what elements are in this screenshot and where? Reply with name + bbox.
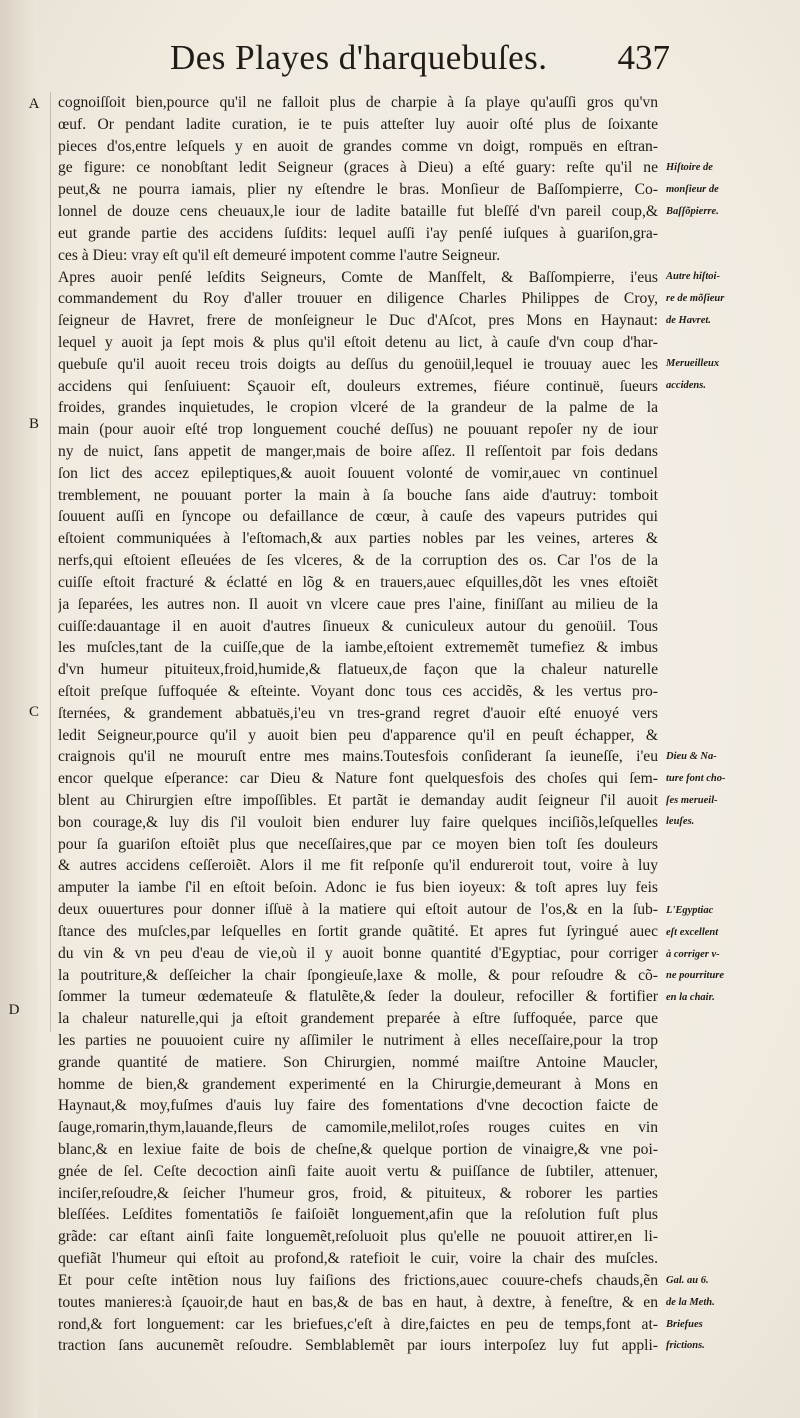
- text-line: du vin & vn peu d'eau de vie,où il y auoit bonne quantité d'Egyptiac, pour corriger: [58, 944, 658, 962]
- text-line: inciſer,reſoudre,& ſeicher l'humeur gros, froid, & pituiteux, & roborer les parties: [58, 1184, 658, 1202]
- text-line: gnée de ſel. Ceſte decoction ainſi faite auoit vertu & puiſſance de ſubtiler, attenuer,: [58, 1162, 658, 1180]
- margin-note-line: Hiſtoire de: [666, 162, 713, 173]
- margin-note-line: en la chair.: [666, 992, 715, 1004]
- text-line: ſternées, & grandement abbatuës,i'eu vn tres-grand regret d'auoir eſté enuoyé vers: [58, 704, 658, 722]
- margin-note-line: Briefues: [666, 1318, 703, 1330]
- margin-note-accidens: [666, 353, 790, 397]
- margin-note-line: re de mõſieur: [666, 292, 725, 304]
- text-line: cuiſſe eſtoit fracturé & éclatté en lõg & en trauers,auec eſquilles,dõt les vnes eſtoiẽt: [58, 573, 658, 591]
- text-line: ſeigneur de Havret, frere de monſeigneur le Duc d'Aſcot, pres Mons en Haynaut:: [58, 312, 658, 330]
- margin-note-havret: [666, 266, 790, 331]
- margin-note-dieu-nature: [666, 746, 790, 833]
- text-line: peut,& ne pourra iamais, plier ny eſtendre le bras. Monſieur de Baſſompierre, Co-: [58, 181, 658, 199]
- main-text-block: [58, 92, 658, 1357]
- text-line: cuiſſe:dauantage il en auoit d'autres ſinueux & cuniculeux autour du genoüil. Tous: [58, 617, 658, 635]
- text-line: ſtance des muſcles,par leſquelles en ſortit grande quãtité. Et apres fut ſyringué auec: [58, 922, 658, 940]
- text-line: accidens qui ſenſuiuent: Sçauoir eſt, douleurs extremes, fiéure continuë, ſueurs: [58, 377, 658, 395]
- margin-note-line: frictions.: [666, 1340, 705, 1352]
- text-line: œuf. Or pendant ladite curation, ie te puis atteſter luy auoir oſté plus de ſoixante: [58, 115, 658, 133]
- margin-note-line: à corriger v-: [666, 948, 720, 960]
- text-line: ja ſeparées, les autres non. Il auoit vn vlcere caue pres l'aine, finiſſant au milieu de la: [58, 595, 658, 613]
- margin-note-line: monſieur de: [666, 183, 719, 195]
- text-line: cognoiſſoit bien,pource qu'il ne falloit plus de charpie à ſa playe qu'auſſi gros qu'vn: [58, 94, 658, 111]
- text-line: ſouuent auſſi en ſyncope ou defaillance de cœur, à cauſe des vapeurs putrides qui: [58, 508, 658, 526]
- text-line: lonnel de douze cens cheuaux,le iour de ladite bataille fut bleſſé d'vn pareil coup,&: [58, 203, 658, 221]
- text-line: homme de bien,& grandement experimenté en la Chirurgie,demeurant à Mons en: [58, 1075, 658, 1093]
- text-line: pieces d'os,entre leſquels y en auoit de grandes comme vn doigt, rompuës en eſtran-: [58, 137, 658, 155]
- text-line: blanc,& en lexiue faite de bois de cheſne,& quelque portion de vinaigre,& vne poi-: [58, 1141, 658, 1158]
- text-line: toutes manieres:à ſçauoir,de haut en bas,& de bas en haut, à dextre, à feneſtre, & en: [58, 1293, 658, 1311]
- text-line: les muſcles,tant de la cuiſſe,que de la iambe,eſtoient extrememẽt tumefiez & imbus: [58, 639, 658, 657]
- text-line: lequel y auoit ja ſept mois & plus qu'il eſtoit detenu au lict, à cauſe d'vn coup d'har-: [58, 333, 658, 351]
- text-line: main (pour auoir eſté trop longuement couché deſſus) ne pouuant repoſer ny de iour: [58, 421, 658, 439]
- margin-note-line: de la Meth.: [666, 1296, 715, 1308]
- text-line: quefiãt l'humeur qui eſtoit au profond,& ratefioit le cuir, voire la chair des muſcles.: [58, 1250, 658, 1268]
- page-number: 437: [617, 38, 670, 77]
- margin-note-line: eſt excellent: [666, 926, 719, 938]
- text-line: la poutriture,& deſſeicher la chair ſpongieuſe,laxe & molle, & pour reſoudre & cõ-: [58, 966, 658, 984]
- margin-note-line: Baſſõpierre.: [666, 205, 719, 217]
- text-line: d'vn humeur pituiteux,froid,humide,& flatueux,de façon que la chaleur naturelle: [58, 661, 658, 679]
- page-header: [170, 38, 670, 82]
- text-line: traction ſans aucunemẽt reſoudre. Semblablemẽt par iours interpoſez luy fut appli-: [58, 1337, 658, 1355]
- text-line: Et pour ceſte intẽtion nous luy faiſions des frictions,auec couure-chefs chauds,ẽn: [58, 1271, 658, 1289]
- text-line: eſtoit preſque ſuffoquée & eſteinte. Voyant donc tous ces accidẽs, & les vertus pro-: [58, 682, 658, 700]
- text-line: froides, grandes inquietudes, le cropion vlceré de la grandeur de la palme de la: [58, 399, 658, 417]
- text-line: eſtoient communiquées à l'eſtomach,& aux parties nobles par les veines, arteres &: [58, 530, 658, 548]
- text-line: bon courage,& luy dis ſ'il vouloit bien endurer luy faire quelques inciſiõs,leſquelles: [58, 813, 658, 831]
- text-line: ledit Seigneur,pource qu'il y auoit bien peu d'apparence qu'il en peuſt échapper, &: [58, 726, 658, 744]
- text-line: tremblement, ne pouuant porter la main à ſa bouche ſans aide d'autruy: tomboit: [58, 486, 658, 504]
- text-line: la chaleur naturelle,qui ja eſtoit grandement preparée à eſtre ſuffoquée, parce que: [58, 1010, 658, 1028]
- margin-note-line: Autre hiſtoi-: [666, 271, 720, 282]
- text-line: ny de nuict, ſans appetit de manger,mais de boire aſſez. Il reſſentoit par fois dedans: [58, 443, 658, 460]
- text-line: ſon lict des accez epileptiques,& auoit ſouuent volonté de vomir,auec vn continuel: [58, 464, 658, 482]
- margin-note-line: Dieu & Na-: [666, 751, 717, 762]
- running-head: Des Playes d'harquebuſes.: [170, 38, 548, 77]
- text-line: encor quelque eſperance: car Dieu & Nature font quelquesfois des choſes qui ſem-: [58, 770, 658, 788]
- text-line: ces à Dieu: vray eſt qu'il eſt demeuré impotent comme l'autre Seigneur.: [58, 246, 501, 264]
- margin-note-line: ſes merueil-: [666, 794, 718, 806]
- margin-note-line: ture font cho-: [666, 772, 726, 784]
- text-line: commandement du Roy d'aller trouuer en diligence Charles Philippes de Croy,: [58, 290, 658, 308]
- section-letter-d: D: [8, 1002, 20, 1018]
- margin-note-bassompierre: [666, 157, 790, 222]
- text-line: bleſſées. Leſdites fomentatiõs ſe faiſoiẽt longuement,afin que la reſolution fuſt plus: [58, 1206, 658, 1224]
- margin-note-line: de Havret.: [666, 314, 711, 326]
- margin-note-line: Merueilleux: [666, 358, 720, 369]
- text-line: nerfs,qui eſtoient eſleuées de ſes vlceres, & de la corruption des os. Car l'os de la: [58, 552, 658, 570]
- text-line: craignois qu'il ne mouruſt entre mes mains.Toutesfois conſiderant ſa ieuneſſe, i'eu: [58, 748, 658, 766]
- text-column-rule: [50, 92, 51, 1032]
- margin-note-line: accidens.: [666, 379, 706, 391]
- text-line: grãde: car eſtant ainſi faite longuemẽt,reſoluoit plus qu'elle ne pouuoit attirer,en li-: [58, 1228, 658, 1246]
- margin-note-line: Gal. au 6.: [666, 1275, 709, 1286]
- text-line: eut grande partie des accidens ſuſdits: lequel auſſi i'ay penſé iuſques à guariſon,gra-: [58, 224, 658, 242]
- text-line: pour ſa guariſon eſtoiẽt plus que neceſſaires,que par ce moyen bien toſt ſes douleurs: [58, 835, 658, 853]
- margin-note-egyptiac: [666, 900, 790, 1009]
- text-line: Apres auoir penſé leſdits Seigneurs, Comte de Manſfelt, & Baſſompierre, i'eus: [58, 268, 658, 286]
- text-line: ſommer la tumeur œdemateuſe & flatulẽte,& ſeder la douleur, refociller & fortifier: [58, 988, 658, 1006]
- margin-note-line: L'Egyptiac: [666, 905, 714, 916]
- margin-note-galen: [666, 1270, 790, 1357]
- section-letter-c: C: [28, 704, 39, 720]
- margin-note-line: leuſes.: [666, 816, 695, 828]
- section-letter-a: A: [28, 96, 40, 112]
- text-line: blent au Chirurgien eſtre impoſſibles. Et partãt ie demanday audit ſeigneur ſ'il auoit: [58, 792, 658, 809]
- text-line: Haynaut,& moy,fuſmes d'auis luy faire des fomentations d'vne decoction faicte de: [58, 1097, 658, 1115]
- text-line: ſauge,romarin,thym,lauande,fleurs de camomile,melilot,roſes rouges cuites en vin: [58, 1119, 658, 1137]
- text-line: rond,& fort longuement: car les briefues,c'eſt à dire,faictes en peu de temps,font at-: [58, 1315, 658, 1333]
- margin-note-line: ne pourriture: [666, 970, 725, 982]
- text-line: grande quantité de matiere. Son Chirurgien, nommé maiſtre Antoine Maucler,: [58, 1053, 658, 1071]
- text-line: deux ouuertures pour donner iſſuë à la matiere qui eſtoit autour de l'os,& en la ſub-: [58, 901, 658, 919]
- text-line: quebuſe qu'il auoit receu trois doigts au deſſus du genoüil,lequel ie trouuay auec les: [58, 355, 658, 373]
- text-line: les parties ne pouuoient cuire ny aſſimiler le nutriment à elles neceſſaire,pour la trop: [58, 1031, 658, 1049]
- text-line: amputer la iambe ſ'il en eſtoit beſoin. Adonc ie fus bien ioyeux: & toſt apres luy feis: [58, 879, 658, 897]
- text-line: ge figure: ce nonobſtant ledit Seigneur (graces à Dieu) a eſté guary: reſte qu'il ne: [58, 159, 658, 177]
- section-letter-b: B: [28, 416, 39, 432]
- text-line: & autres accidens ceſſeroiẽt. Alors il me fit reſponſe qu'il endureroit tout, voire à luy: [58, 857, 658, 875]
